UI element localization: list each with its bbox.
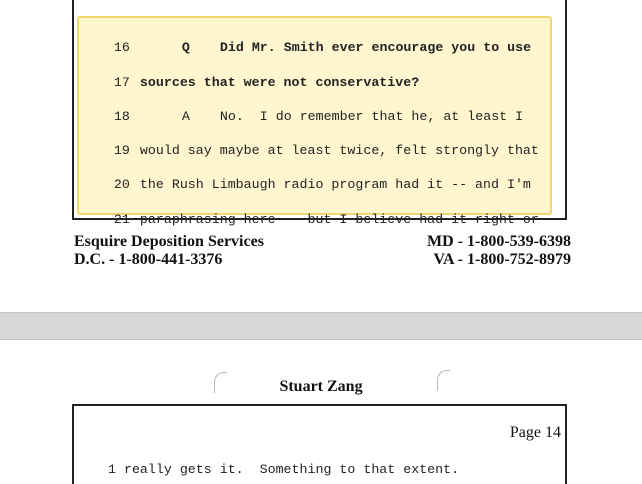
transcript-line [82, 53, 562, 90]
line-text: paraphrasing here -- but I believe had it right or [139, 212, 539, 227]
footer-phone-block [427, 233, 571, 269]
line-number: 1 [107, 462, 116, 477]
line-number: 18 [113, 109, 130, 124]
transcript-line [82, 18, 562, 55]
witness-name: Stuart Zang [279, 378, 363, 395]
speaker-label: A [181, 109, 190, 124]
transcript-line [82, 121, 562, 158]
line-number: 21 [113, 212, 130, 227]
line-number: 16 [113, 40, 130, 55]
page-number: Page 14 [509, 424, 561, 441]
dc-phone: D.C. - 1-800-441-3376 [74, 251, 223, 268]
line-text: the Rush Limbaugh radio program had it -- and I'm [139, 177, 531, 192]
speaker-label: Q [181, 40, 190, 55]
va-phone: VA - 1-800-752-8979 [433, 251, 571, 268]
transcript-line [82, 87, 562, 124]
line-text: really gets it. Something to that extent. [123, 462, 460, 477]
line-number: 19 [113, 143, 130, 158]
md-phone: MD - 1-800-539-6398 [427, 233, 571, 250]
footer-company-block [74, 233, 264, 269]
line-text: would say maybe at least twice, felt strongly that [139, 143, 539, 158]
transcript-line [92, 440, 459, 480]
transcript-line [82, 190, 562, 227]
line-text: Did Mr. Smith ever encourage you to use [219, 40, 532, 55]
line-text: No. I do remember that he, at least I [219, 109, 524, 124]
company-name: Esquire Deposition Services [74, 233, 264, 250]
line-number: 17 [113, 75, 130, 90]
line-text: sources that were not conservative? [139, 75, 420, 90]
line-number: 20 [113, 177, 130, 192]
transcript-line [82, 155, 562, 192]
page-separator [0, 312, 642, 340]
